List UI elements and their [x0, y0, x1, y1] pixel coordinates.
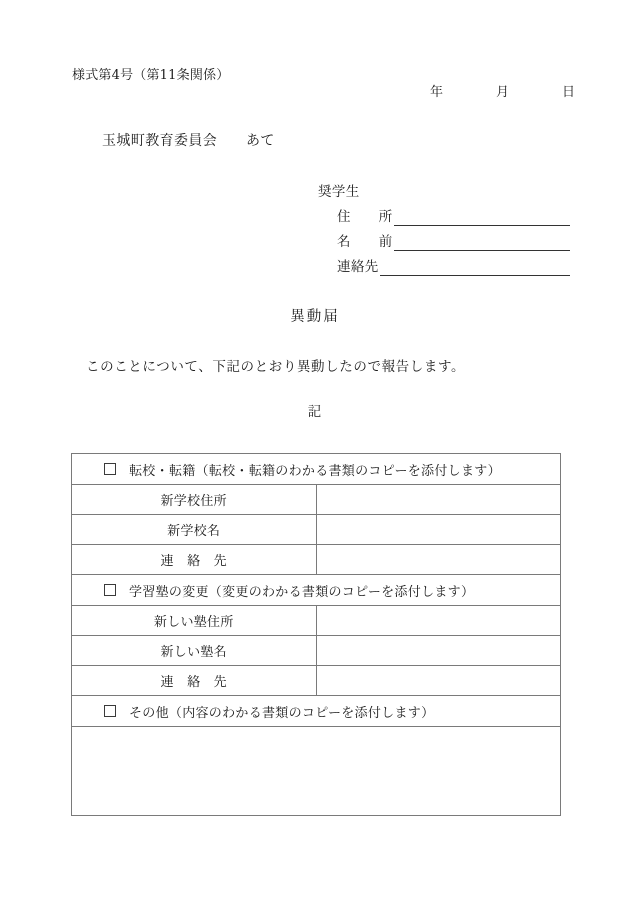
label-cram-school-contact: 連 絡 先	[72, 666, 317, 696]
section-header-transfer-label: 転校・転籍（転校・転籍のわかる書類のコピーを添付します）	[129, 463, 501, 479]
applicant-block	[318, 180, 570, 284]
label-new-cram-school-address: 新しい塾住所	[72, 606, 317, 636]
label-school-contact: 連 絡 先	[72, 545, 317, 575]
section-header-cram-school[interactable]	[72, 575, 561, 606]
applicant-name-row	[337, 234, 570, 251]
addressee: 玉城町教育委員会 あて	[102, 133, 275, 149]
applicant-contact-label: 連絡先	[337, 258, 379, 275]
section-header-other-label: その他（内容のわかる書類のコピーを添付します）	[129, 705, 435, 721]
ki-marker: 記	[307, 404, 323, 420]
input-new-cram-school-name[interactable]	[316, 636, 561, 666]
label-new-school-name: 新学校名	[72, 515, 317, 545]
applicant-name-label: 名 前	[337, 233, 393, 250]
body-text: このことについて、下記のとおり異動したので報告します。	[86, 359, 466, 375]
section-header-transfer[interactable]	[72, 454, 561, 485]
checkbox-cram-school-icon[interactable]	[104, 584, 116, 596]
input-new-school-address[interactable]	[316, 485, 561, 515]
change-report-table	[71, 453, 561, 816]
section-header-other[interactable]	[72, 696, 561, 727]
applicant-name-input[interactable]	[394, 235, 570, 251]
applicant-heading: 奨学生	[318, 184, 360, 200]
table-row	[72, 485, 561, 515]
applicant-contact-input[interactable]	[380, 260, 570, 276]
applicant-address-row	[337, 209, 570, 226]
form-number: 様式第4号（第11条関係）	[72, 68, 230, 83]
table-row	[72, 696, 561, 727]
date-line: 年 月 日	[430, 85, 576, 100]
label-new-cram-school-name: 新しい塾名	[72, 636, 317, 666]
label-new-school-address: 新学校住所	[72, 485, 317, 515]
checkbox-other-icon[interactable]	[104, 705, 116, 717]
input-cram-school-contact[interactable]	[316, 666, 561, 696]
table-row	[72, 727, 561, 816]
input-other-free-text[interactable]	[72, 727, 561, 816]
input-new-school-name[interactable]	[316, 515, 561, 545]
applicant-address-input[interactable]	[394, 210, 570, 226]
checkbox-transfer-icon[interactable]	[104, 463, 116, 475]
table-row	[72, 575, 561, 606]
table-row	[72, 545, 561, 575]
page-title: 異動届	[290, 309, 340, 325]
applicant-address-label: 住 所	[337, 209, 393, 225]
input-school-contact[interactable]	[316, 545, 561, 575]
table-row	[72, 636, 561, 666]
table-row	[72, 454, 561, 485]
table-row	[72, 515, 561, 545]
table-row	[72, 606, 561, 636]
section-header-cram-school-label: 学習塾の変更（変更のわかる書類のコピーを添付します）	[129, 584, 475, 600]
table-row	[72, 666, 561, 696]
input-new-cram-school-address[interactable]	[316, 606, 561, 636]
applicant-contact-row	[337, 259, 570, 276]
